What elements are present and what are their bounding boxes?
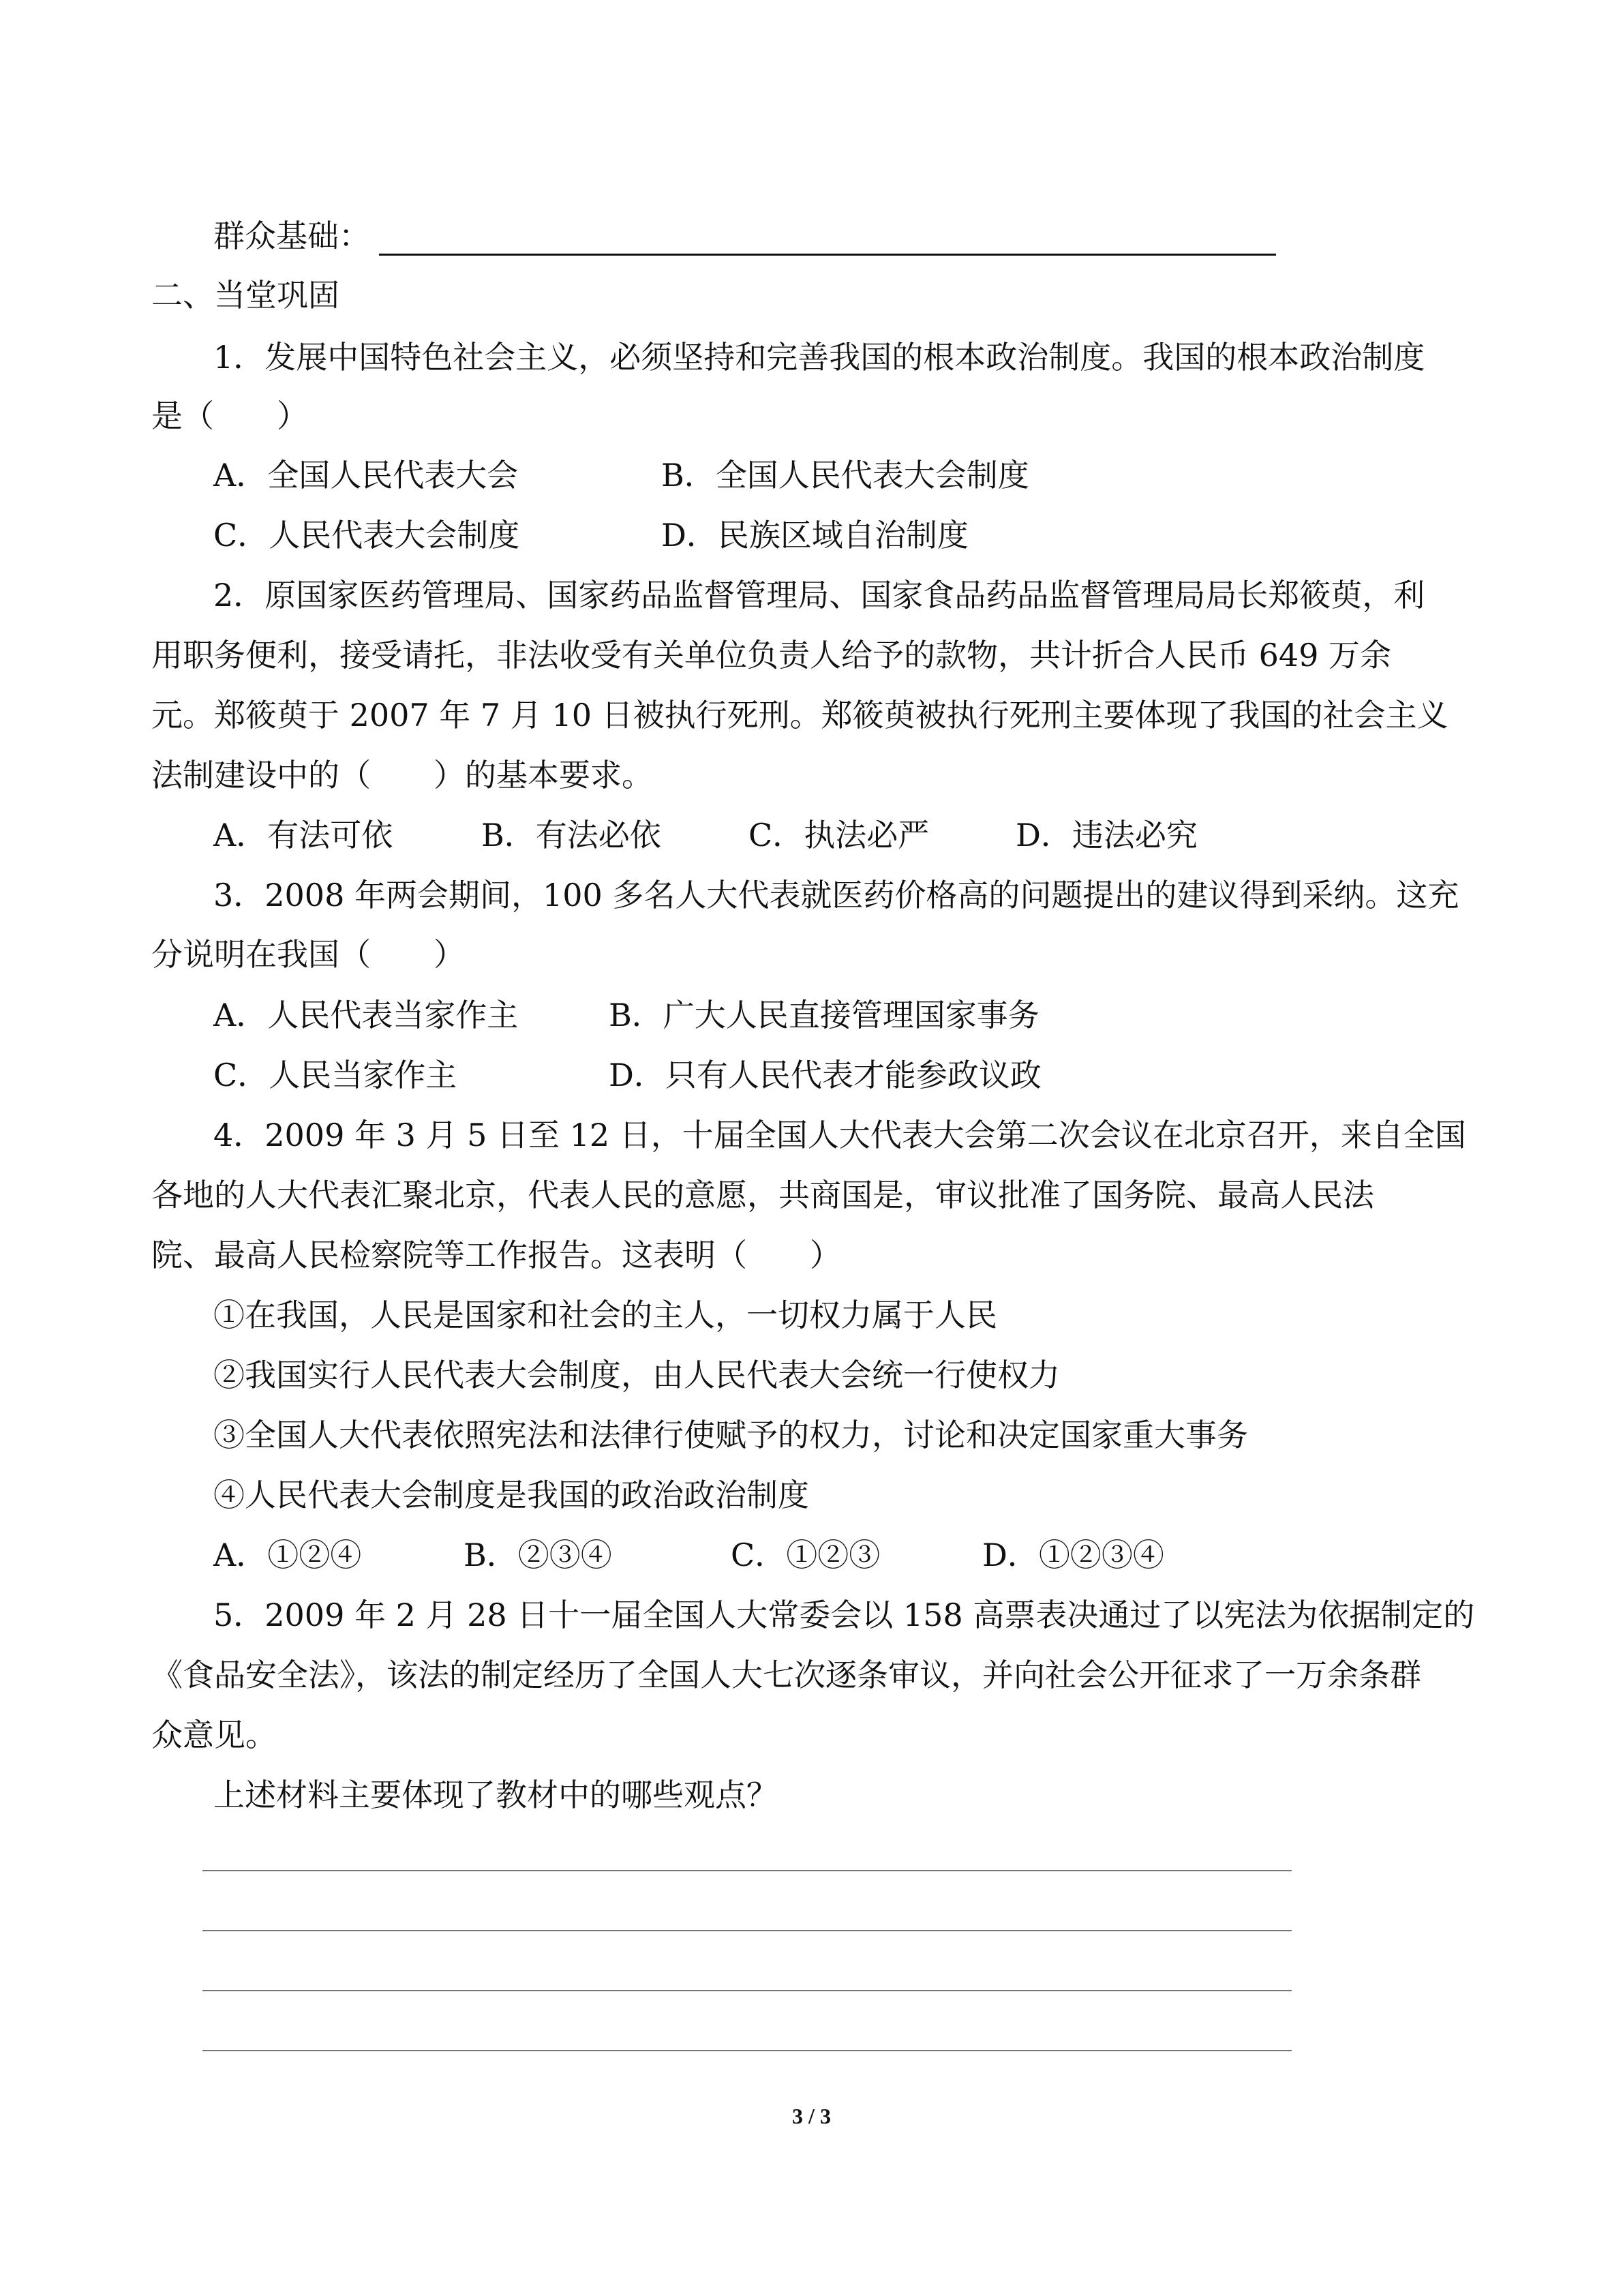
q4-stem-line1: 4．2009 年 3 月 5 日至 12 日，十届全国人大代表大会第二次会议在北京召开，来自全国 [213,1117,1466,1153]
q1-option-a[interactable]: A．全国人民代表大会 [213,457,519,494]
q4-statement-3: ③全国人大代表依照宪法和法律行使赋予的权力，讨论和决定国家重大事务 [213,1417,1248,1453]
q4-statement-4: ④人民代表大会制度是我国的政治政治制度 [213,1477,809,1513]
q2-option-d[interactable]: D．违法必究 [1016,817,1198,854]
mass-basis-blank[interactable] [379,254,1276,256]
q3-option-c[interactable]: C．人民当家作主 [213,1057,457,1093]
q1-option-b[interactable]: B．全国人民代表大会制度 [661,457,1029,494]
q2-option-c[interactable]: C．执法必严 [748,817,930,854]
q4-statement-1: ①在我国，人民是国家和社会的主人，一切权力属于人民 [213,1297,997,1333]
q3-option-a[interactable]: A．人民代表当家作主 [213,997,519,1033]
q3-stem-line2: 分说明在我国（ ） [151,936,465,973]
q4-option-d[interactable]: D．①②③④ [982,1537,1164,1573]
answer-line[interactable] [202,1870,1292,1871]
q1-stem-line2: 是（ ） [151,397,308,434]
q2-option-a[interactable]: A．有法可依 [213,817,393,854]
q3-option-b[interactable]: B．广大人民直接管理国家事务 [609,997,1040,1033]
q4-option-a[interactable]: A．①②④ [213,1537,362,1573]
q5-prompt: 上述材料主要体现了教材中的哪些观点？ [213,1777,778,1813]
answer-line[interactable] [202,2050,1292,2051]
q2-stem-line4: 法制建设中的（ ）的基本要求。 [151,757,653,794]
q4-option-b[interactable]: B．②③④ [464,1537,612,1573]
q4-statement-2: ②我国实行人民代表大会制度，由人民代表大会统一行使权力 [213,1357,1060,1393]
q4-option-c[interactable]: C．①②③ [731,1537,881,1573]
q1-stem-line1: 1．发展中国特色社会主义，必须坚持和完善我国的根本政治制度。我国的根本政治制度 [213,339,1425,376]
q5-stem-line1: 5．2009 年 2 月 28 日十一届全国人大常委会以 158 高票表决通过了以宪法为依据制定的 [213,1597,1475,1633]
q1-option-c[interactable]: C．人民代表大会制度 [213,517,520,554]
q5-stem-line2: 《食品安全法》，该法的制定经历了全国人大七次逐条审议，并向社会公开征求了一万余条群 [151,1657,1421,1693]
answer-line[interactable] [202,1930,1292,1931]
mass-basis-label: 群众基础： [213,217,370,254]
q4-stem-line3: 院、最高人民检察院等工作报告。这表明（ ） [151,1237,841,1273]
q5-stem-line3: 众意见。 [151,1717,277,1753]
q3-option-d[interactable]: D．只有人民代表才能参政议政 [609,1057,1042,1093]
q2-stem-line1: 2．原国家医药管理局、国家药品监督管理局、国家食品药品监督管理局局长郑筱萸，利 [213,577,1425,614]
q2-option-b[interactable]: B．有法必依 [481,817,661,854]
page-number: 3 / 3 [792,2104,831,2128]
section-title: 二、当堂巩固 [151,277,339,314]
q2-stem-line3: 元。郑筱萸于 2007 年 7 月 10 日被执行死刑。郑筱萸被执行死刑主要体现了我国的社会主义 [151,697,1448,734]
q3-stem-line1: 3．2008 年两会期间，100 多名人大代表就医药价格高的问题提出的建议得到采纳。这充 [213,877,1459,913]
q4-stem-line2: 各地的人大代表汇聚北京，代表人民的意愿，共商国是，审议批准了国务院、最高人民法 [151,1177,1374,1213]
answer-line[interactable] [202,1990,1292,1991]
q1-option-d[interactable]: D．民族区域自治制度 [661,517,969,554]
q2-stem-line2: 用职务便利，接受请托，非法收受有关单位负责人给予的款物，共计折合人民币 649 万余 [151,637,1392,674]
